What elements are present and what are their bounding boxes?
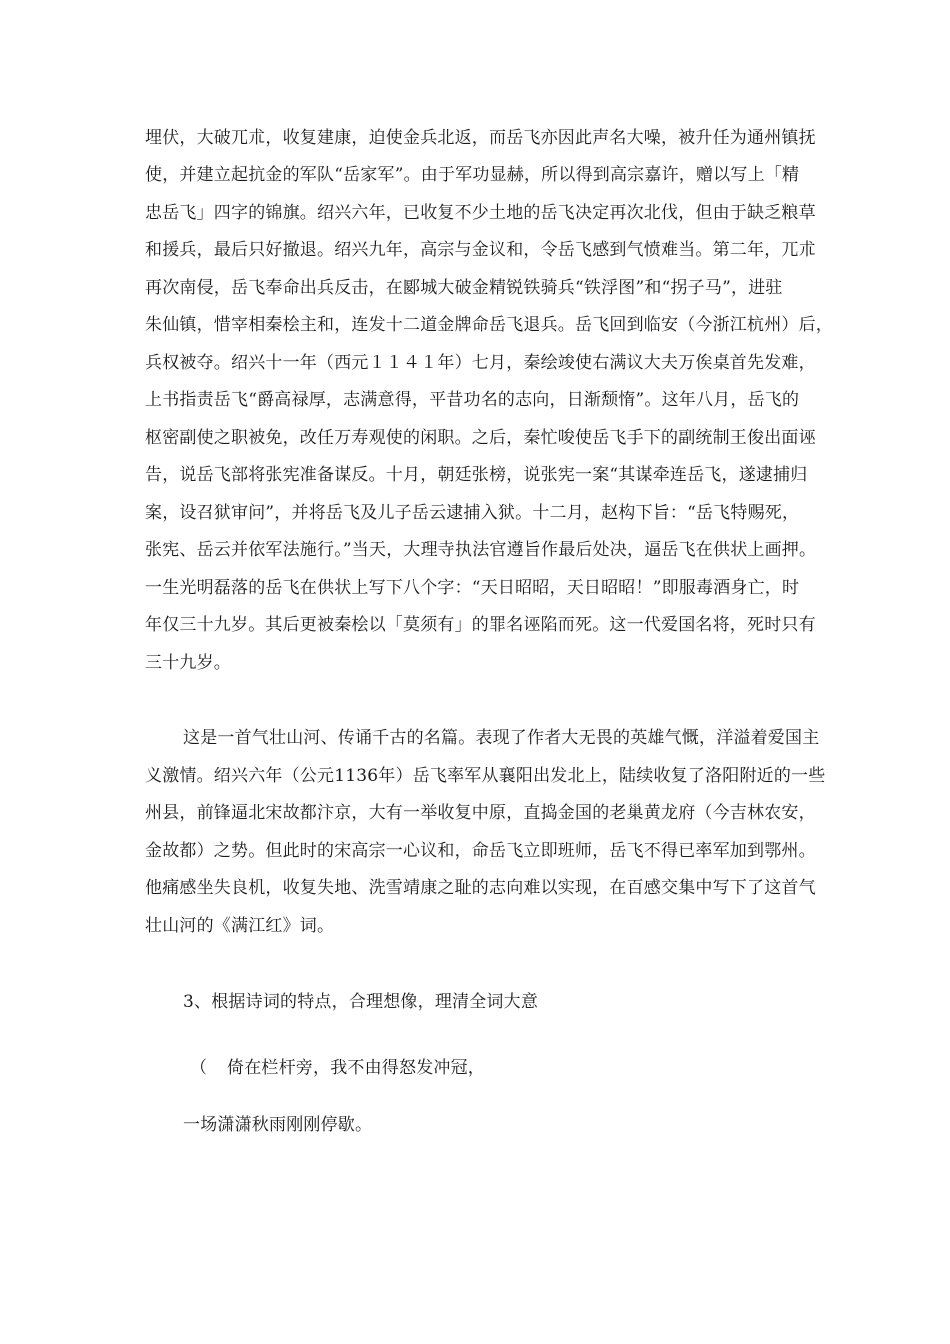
paragraph-1-line-13: 一生光明磊落的岳飞在供状上写下八个字：“天日昭昭，天日昭昭！”即服毒酒身亡，时	[145, 578, 800, 598]
verse-open-paren: （	[190, 1058, 208, 1078]
paragraph-1-line-11: 案，设召狱审问”，并将岳飞及儿子岳云逮捕入狱。十二月，赵构下旨：“岳飞特赐死，	[145, 503, 800, 523]
paragraph-1-line-3: 忠岳飞」四字的锦旗。绍兴六年，已收复不少土地的岳飞决定再次北伐，但由于缺乏粮草	[145, 203, 816, 223]
paragraph-1-line-7: 兵权被夺。绍兴十一年（西元１１４１年）七月，秦绘竣使右满议大夫万俟桌首先发难，	[145, 353, 816, 373]
paragraph-1-line-9: 枢密副使之职被免，改任万寿观使的闲职。之后，秦忙唆使岳飞手下的副统制王俊出面诬	[145, 428, 816, 448]
paragraph-1-line-10: 告，说岳飞部将张宪准备谋反。十月，朝廷张榜，说张宪一案“其谋牵连岳飞，遂逮捕归	[145, 465, 808, 485]
paragraph-2-line-6: 壮山河的《满江红》词。	[145, 916, 335, 936]
verse-line-2: 一场潇潇秋雨刚刚停歇。	[183, 1115, 373, 1135]
paragraph-1-line-4: 和援兵，最后只好撤退。绍兴九年，高宗与金议和，令岳飞感到气愤难当。第二年，兀朮	[145, 240, 816, 260]
paragraph-1-line-5: 再次南侵，岳飞奉命出兵反击，在郾城大破金精锐铁骑兵“铁浮图”和“拐子马”，进驻	[145, 278, 783, 298]
paragraph-2-line-5: 他痛感坐失良机，收复失地、洗雪靖康之耻的志向难以实现，在百感交集中写下了这首气	[145, 878, 816, 898]
paragraph-1-line-6: 朱仙镇，惜宰相秦桧主和，连发十二道金牌命岳飞退兵。岳飞回到临安（今浙江杭州）后，	[145, 315, 833, 335]
section-3-heading: 3、根据诗词的特点，合理想像，理清全词大意	[183, 992, 539, 1012]
paragraph-2-line-2: 义激情。绍兴六年（公元1136年）岳飞率军从襄阳出发北上，陆续收复了洛阳附近的一些	[145, 766, 826, 786]
paragraph-1-line-12: 张宪、岳云并依军法施行。”当天，大理寺执法官遵旨作最后处决，逼岳飞在供状上画押。	[145, 540, 817, 560]
paragraph-2-line-1: 这是一首气壮山河、传诵千古的名篇。表现了作者大无畏的英雄气慨，洋溢着爱国主	[183, 728, 820, 748]
paragraph-1-line-15: 三十九岁。	[145, 653, 231, 673]
paragraph-2-line-4: 金故都）之势。但此时的宋高宗一心议和，命岳飞立即班师，岳飞不得已率军加到鄂州。	[145, 841, 816, 861]
paragraph-1-line-14: 年仅三十九岁。其后更被秦桧以「莫须有」的罪名诬陷而死。这一代爱国名将，死时只有	[145, 615, 816, 635]
paragraph-1-line-1: 埋伏，大破兀朮，收复建康，迫使金兵北返，而岳飞亦因此声名大噪，被升任为通州镇抚	[145, 128, 816, 148]
verse-line-1: 倚在栏杆旁，我不由得怒发冲冠，	[227, 1058, 485, 1078]
paragraph-2-line-3: 州县，前锋逼北宋故都汴京，大有一举收复中原，直捣金国的老巢黄龙府（今吉林农安，	[145, 803, 816, 823]
paragraph-1-line-8: 上书指责岳飞“爵高禄厚，志满意得，平昔功名的志向，日渐颓惰”。这年八月，岳飞的	[145, 390, 800, 410]
paragraph-1-line-2: 使，并建立起抗金的军队“岳家军”。由于军功显赫，所以得到高宗嘉许，赠以写上「精	[145, 165, 800, 185]
